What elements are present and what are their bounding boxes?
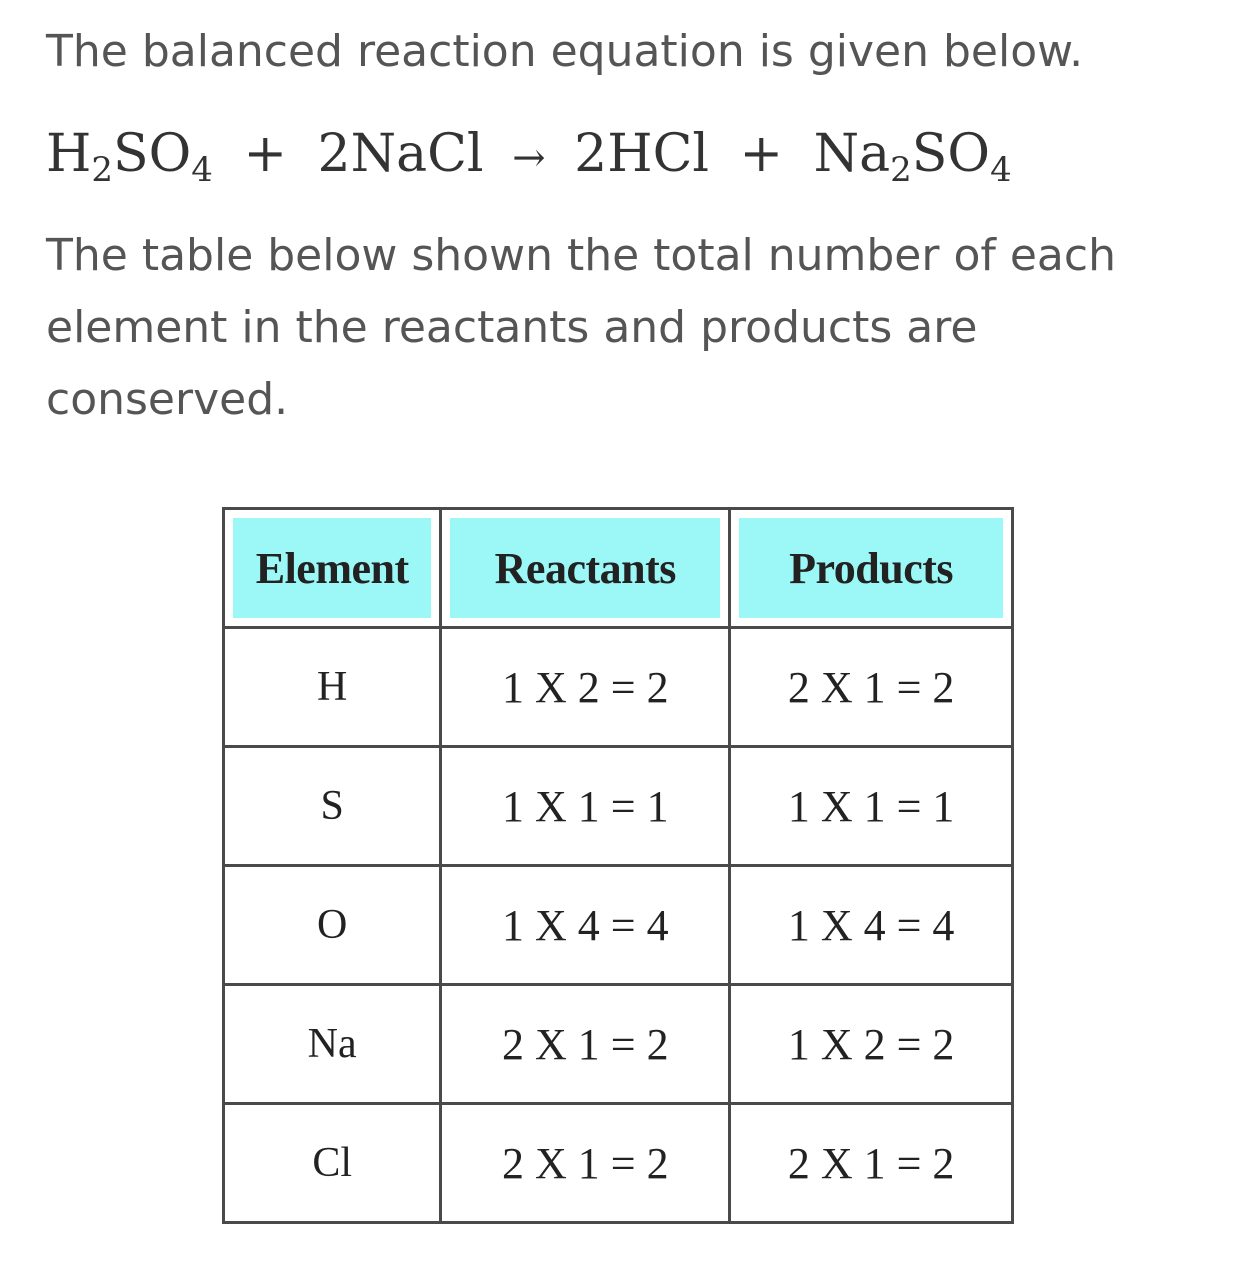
- table-header-row: [224, 509, 1013, 628]
- products-cell: 2 X 1 = 2: [730, 1104, 1013, 1223]
- reactant-nacl: 2NaCl: [317, 124, 484, 184]
- element-cell: S: [224, 747, 441, 866]
- element-cell: Cl: [224, 1104, 441, 1223]
- reactants-cell: 2 X 1 = 2: [441, 985, 730, 1104]
- table-row: [224, 985, 1013, 1104]
- header-element: Element: [224, 509, 441, 628]
- plus-sign: +: [243, 124, 288, 184]
- table-row: [224, 866, 1013, 985]
- element-cell: O: [224, 866, 441, 985]
- plus-sign: +: [739, 124, 784, 184]
- header-reactants: Reactants: [441, 509, 730, 628]
- conservation-table-container: [222, 507, 1016, 1224]
- intro-text: The balanced reaction equation is given below.: [46, 26, 1084, 77]
- product-hcl: 2HCl: [574, 124, 709, 184]
- table-row: [224, 747, 1013, 866]
- products-cell: 1 X 2 = 2: [730, 985, 1013, 1104]
- reactants-cell: 1 X 4 = 4: [441, 866, 730, 985]
- reaction-arrow: →: [512, 135, 546, 181]
- element-cell: Na: [224, 985, 441, 1104]
- table-row: [224, 628, 1013, 747]
- products-cell: 1 X 4 = 4: [730, 866, 1013, 985]
- product-na2so4: $Na_2SO_4$: [813, 124, 1012, 190]
- element-cell: H: [224, 628, 441, 747]
- table-row: [224, 1104, 1013, 1223]
- header-products: Products: [730, 509, 1013, 628]
- reactants-cell: 2 X 1 = 2: [441, 1104, 730, 1223]
- products-cell: 2 X 1 = 2: [730, 628, 1013, 747]
- element-conservation-table: [222, 507, 1014, 1224]
- reactants-cell: 1 X 2 = 2: [441, 628, 730, 747]
- reaction-equation: [46, 118, 1012, 194]
- products-cell: 1 X 1 = 1: [730, 747, 1013, 866]
- explanation-paragraph: The table below shown the total number of each element in the reactants and products are conserved.: [46, 230, 1116, 425]
- reactant-h2so4: $H_2SO_4$: [46, 124, 213, 190]
- reactants-cell: 1 X 1 = 1: [441, 747, 730, 866]
